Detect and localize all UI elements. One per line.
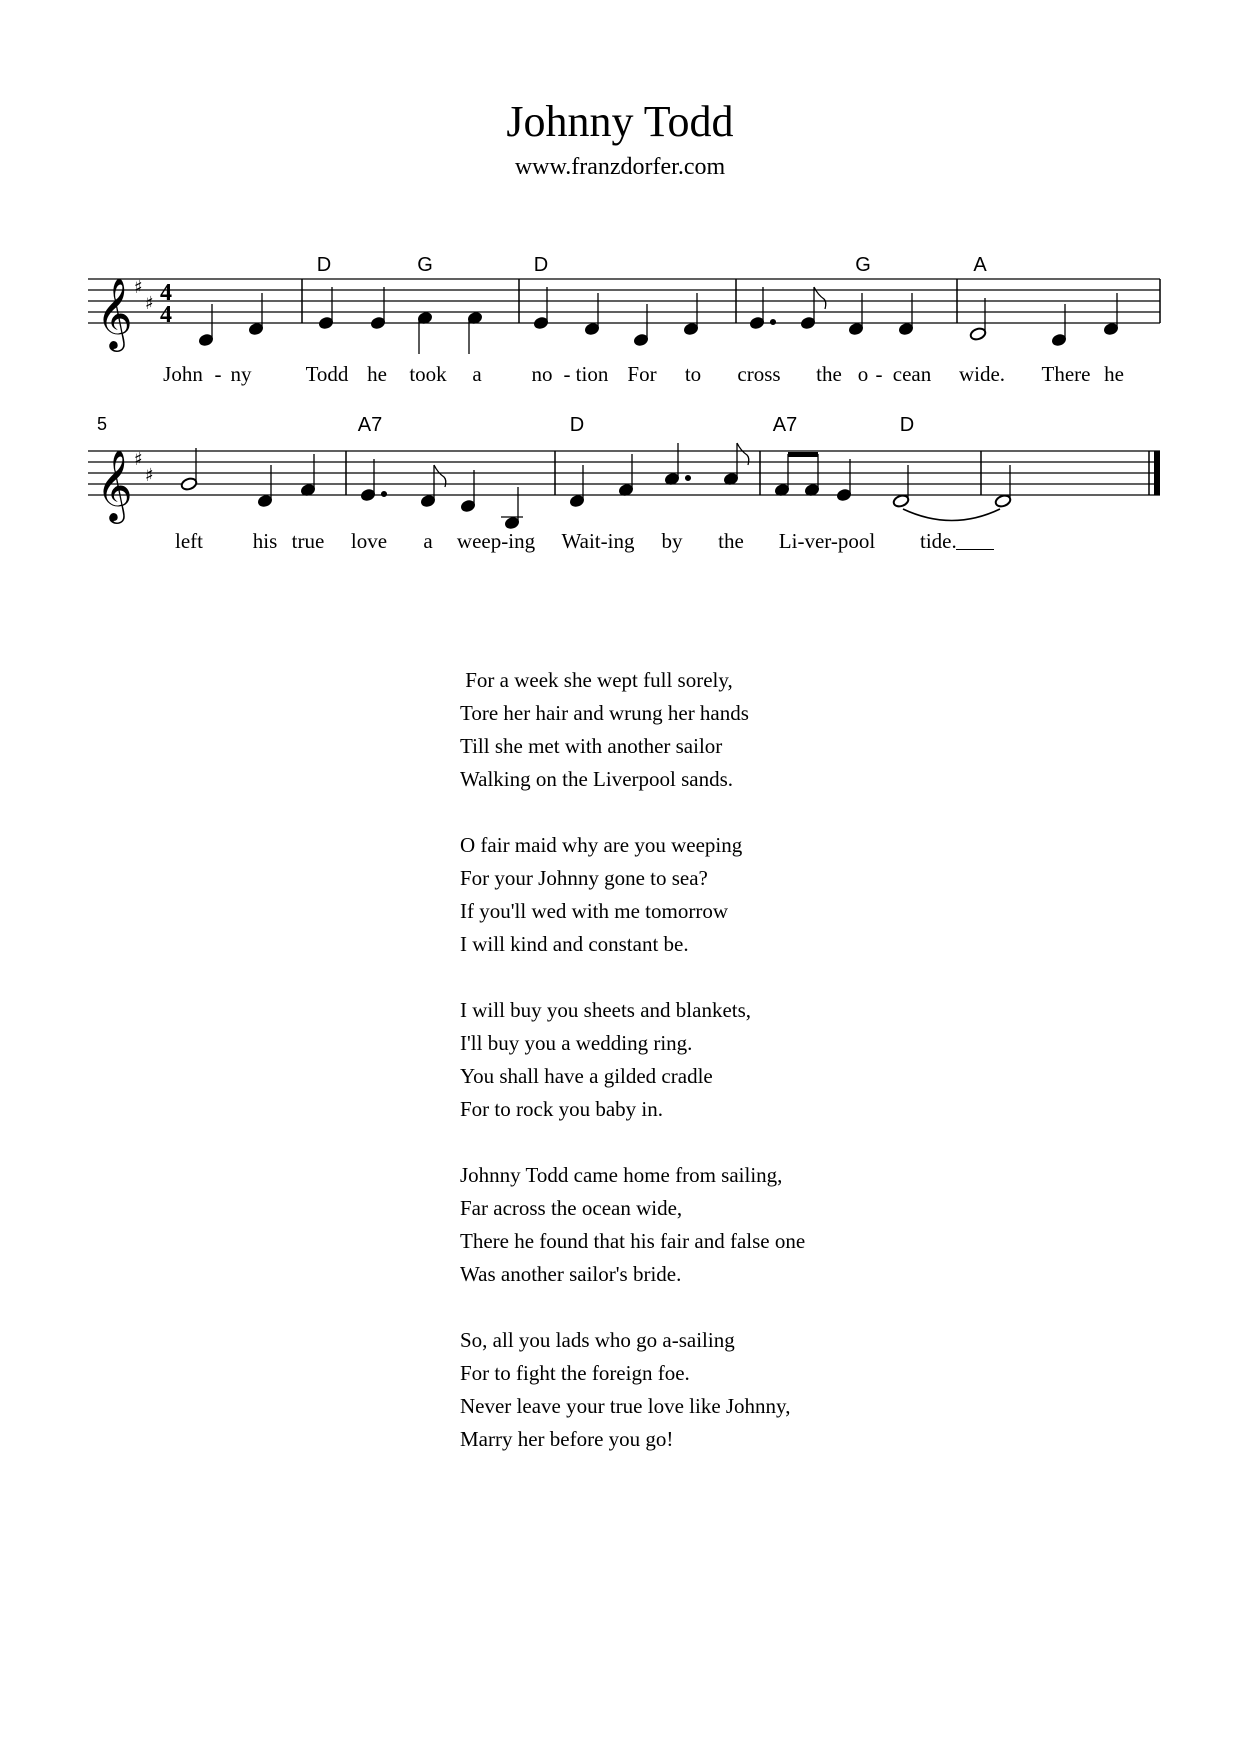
- verse-line: You shall have a gilded cradle: [460, 1064, 713, 1088]
- verse-line: If you'll wed with me tomorrow: [460, 899, 728, 923]
- lyric-syllable: to: [684, 362, 702, 386]
- verse-line: For to fight the foreign foe.: [460, 1361, 690, 1385]
- verse-line: So, all you lads who go a-sailing: [460, 1328, 735, 1352]
- sharp-icon: ♯: [134, 277, 143, 298]
- verse-line: Never leave your true love like Johnny,: [460, 1394, 791, 1418]
- stanza: [460, 1159, 805, 1291]
- chord-symbol: D: [899, 414, 915, 436]
- verse-line: O fair maid why are you weeping: [460, 833, 743, 857]
- lyric-syllable: tion: [575, 362, 609, 386]
- time-signature-top: 4: [160, 280, 172, 306]
- lyric-syllable: he: [1104, 362, 1124, 386]
- chord-symbol: A7: [357, 414, 383, 436]
- verses: [460, 664, 805, 1489]
- lyric-syllable: John: [163, 362, 203, 386]
- chord-symbol: D: [533, 254, 549, 276]
- lyric-syllable: a: [472, 362, 482, 386]
- final-barline: [1154, 451, 1160, 495]
- lyric-hyphen: -: [563, 362, 571, 386]
- song-title: Johnny Todd: [506, 97, 734, 146]
- tie-slur: [903, 509, 1000, 521]
- lyric-syllable: ny: [230, 362, 252, 386]
- lyric-syllable: true: [291, 529, 325, 553]
- verse-line: I'll buy you a wedding ring.: [460, 1031, 693, 1055]
- chord-symbol: G: [855, 254, 871, 276]
- stanza: [460, 1324, 805, 1456]
- verse-line: Johnny Todd came home from sailing,: [460, 1163, 783, 1187]
- lyric-syllable: o: [857, 362, 869, 386]
- lyric-syllable: cross: [737, 362, 781, 386]
- treble-clef-icon: 𝄞: [96, 448, 133, 521]
- lyric-syllable: no: [531, 362, 553, 386]
- verse-line: For a week she wept full sorely,: [460, 668, 733, 692]
- lyric-syllable: Todd: [305, 362, 349, 386]
- lyric-syllable: tide.: [920, 529, 957, 553]
- verse-line: Till she met with another sailor: [460, 734, 723, 758]
- verse-line: I will kind and constant be.: [460, 932, 689, 956]
- stanza: [460, 664, 805, 796]
- verse-line: For your Johnny gone to sea?: [460, 866, 708, 890]
- lyric-syllable: by: [661, 529, 683, 553]
- lyric-syllable: wide.: [958, 362, 1006, 386]
- lyric-syllable: took: [409, 362, 447, 386]
- lyric-syllable: he: [367, 362, 387, 386]
- lyric-syllable: There: [1041, 362, 1091, 386]
- lyric-syllable: the: [816, 362, 842, 386]
- verse-line: Was another sailor's bride.: [460, 1262, 682, 1286]
- lyric-syllable: cean: [892, 362, 932, 386]
- lyric-syllable: For: [627, 362, 657, 386]
- lyric-syllable: a: [423, 529, 433, 553]
- website-credit: www.franzdorfer.com: [514, 154, 726, 180]
- stanza: [460, 994, 805, 1126]
- measure-number: 5: [97, 414, 108, 434]
- treble-clef-icon: 𝄞: [96, 276, 133, 349]
- verse-line: Far across the ocean wide,: [460, 1196, 683, 1220]
- verse-line: Tore her hair and wrung her hands: [460, 701, 749, 725]
- chord-symbol: A: [973, 254, 987, 276]
- lyric-hyphen: -: [875, 362, 883, 386]
- lyric-syllable: left: [175, 529, 203, 553]
- chord-symbol: G: [417, 254, 433, 276]
- lyric-syllable: Li-ver-pool: [778, 529, 876, 553]
- verse-line: I will buy you sheets and blankets,: [460, 998, 752, 1022]
- lyric-syllable: his: [252, 529, 278, 553]
- chord-symbol: A7: [772, 414, 798, 436]
- sharp-icon: ♯: [145, 465, 154, 486]
- sharp-icon: ♯: [145, 293, 154, 314]
- music-staff-2: [0, 0, 1240, 560]
- lyric-syllable: the: [718, 529, 744, 553]
- lyric-syllable: Wait-ing: [561, 529, 635, 553]
- verse-line: There he found that his fair and false one: [460, 1229, 806, 1253]
- lyric-syllable: love: [350, 529, 388, 553]
- chord-symbol: D: [316, 254, 332, 276]
- verse-line: For to rock you baby in.: [460, 1097, 663, 1121]
- lyric-hyphen: -: [214, 362, 222, 386]
- chord-symbol: D: [569, 414, 585, 436]
- lyric-extender: [956, 549, 994, 550]
- lyric-syllable: weep-ing: [456, 529, 536, 553]
- time-signature-bottom: 4: [160, 302, 172, 328]
- verse-line: Marry her before you go!: [460, 1427, 674, 1451]
- stanza: [460, 829, 805, 961]
- verse-line: Walking on the Liverpool sands.: [460, 767, 734, 791]
- sharp-icon: ♯: [134, 449, 143, 470]
